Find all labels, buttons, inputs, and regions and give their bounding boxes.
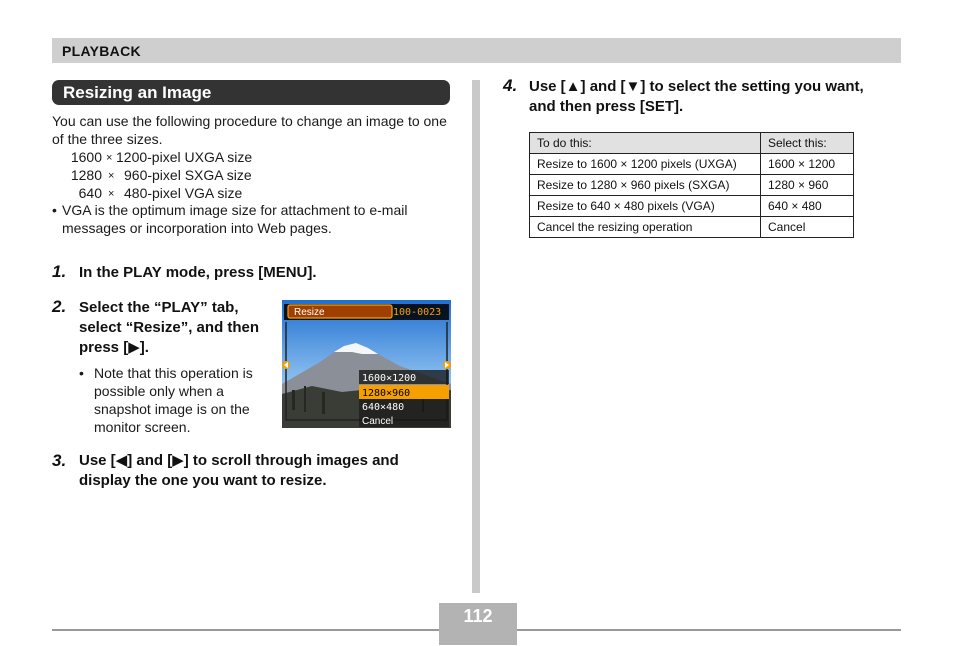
table-cell: 640 × 480 xyxy=(761,196,854,217)
table-cell: Resize to 1600 × 1200 pixels (UXGA) xyxy=(530,154,761,175)
table-row xyxy=(530,196,854,217)
vga-note-text: VGA is the optimum image size for attachment to e-mail messages or incorporation into Web pages. xyxy=(62,202,408,236)
step-1-text: In the PLAY mode, press [MENU]. xyxy=(79,264,317,281)
step-3-text: Use [◀] and [▶] to scroll through images and display the one you want to resize. xyxy=(79,452,399,489)
step-number: 1. xyxy=(52,262,67,281)
section-header-bar xyxy=(52,38,901,63)
size-item xyxy=(52,166,312,184)
camera-screen-graphic xyxy=(282,300,451,428)
step-2-note xyxy=(79,364,271,436)
screen-option: Cancel xyxy=(362,416,394,427)
size-width: 1280 xyxy=(70,167,102,183)
times-sign: × xyxy=(108,188,115,200)
vga-note xyxy=(52,201,452,237)
table-row xyxy=(530,217,854,238)
table-cell: Cancel the resizing operation xyxy=(530,217,761,238)
size-description: 480-pixel VGA size xyxy=(124,185,243,201)
bullet-mark: • xyxy=(79,365,84,381)
table-cell: Resize to 640 × 480 pixels (VGA) xyxy=(530,196,761,217)
times-sign: × xyxy=(108,170,115,182)
table-header-row xyxy=(530,133,854,154)
size-width: 640 xyxy=(78,185,102,201)
size-item xyxy=(52,148,312,166)
camera-screen-illustration xyxy=(282,300,451,428)
size-list xyxy=(52,148,312,202)
screen-option: 640×480 xyxy=(362,402,405,413)
times-sign: × xyxy=(106,152,113,164)
column-divider xyxy=(472,80,480,593)
bullet-mark: • xyxy=(52,202,57,218)
screen-option-selected: 1280×960 xyxy=(362,388,411,399)
step-number: 4. xyxy=(503,76,518,95)
size-width: 1600 xyxy=(70,149,102,165)
table-cell: Cancel xyxy=(761,217,854,238)
step-2-text: Select the “PLAY” tab, select “Resize”, and then press [▶]. xyxy=(79,299,260,356)
step-4-text: Use [▲] and [▼] to select the setting you want, and then press [SET]. xyxy=(529,78,864,115)
table-cell: Resize to 1280 × 960 pixels (SXGA) xyxy=(530,175,761,196)
section-title: Resizing an Image xyxy=(63,83,212,102)
table-cell: 1600 × 1200 xyxy=(761,154,854,175)
resize-options-table xyxy=(529,132,854,238)
screen-option: 1600×1200 xyxy=(362,373,417,384)
intro-paragraph: You can use the following procedure to change an image to one of the three sizes. xyxy=(52,113,447,147)
table-cell: 1280 × 960 xyxy=(761,175,854,196)
section-title-bar xyxy=(52,80,450,105)
size-description: 960-pixel SXGA size xyxy=(124,167,252,183)
step-2-note-text: Note that this operation is possible only when a snapshot image is on the monitor screen. xyxy=(94,365,253,435)
size-description: 1200-pixel UXGA size xyxy=(116,149,253,165)
size-item xyxy=(52,184,312,202)
table-header-cell: Select this: xyxy=(761,133,854,154)
screen-file-number: 100-0023 xyxy=(393,307,442,318)
page-number: 112 xyxy=(463,606,493,626)
screen-title: Resize xyxy=(294,307,325,318)
table-row xyxy=(530,154,854,175)
step-number: 3. xyxy=(52,451,67,470)
section-header-label: PLAYBACK xyxy=(62,43,141,59)
table-header-cell: To do this: xyxy=(530,133,761,154)
table-row xyxy=(530,175,854,196)
step-number: 2. xyxy=(52,297,67,316)
